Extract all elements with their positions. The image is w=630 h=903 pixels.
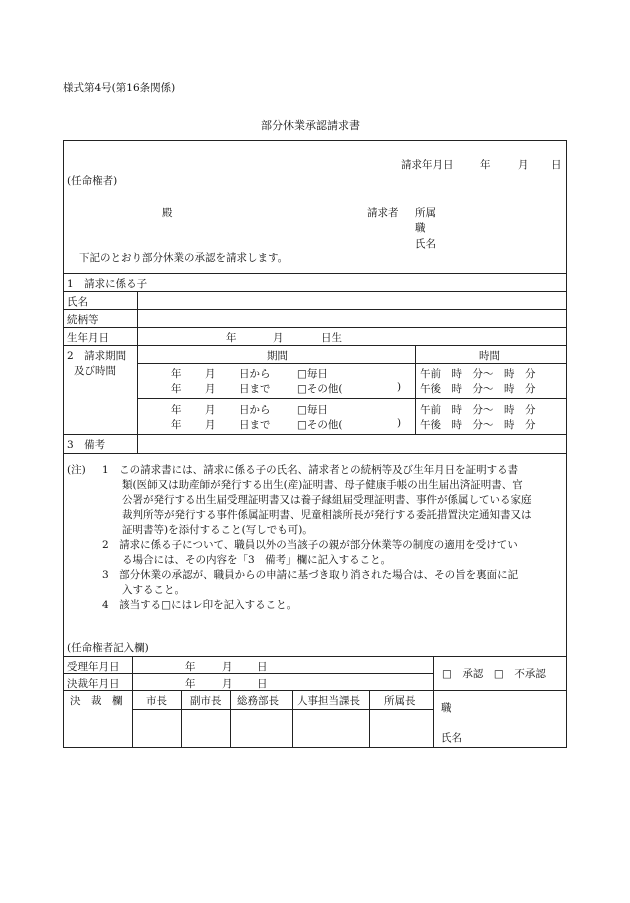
section1-heading: 1 請求に係る子 [67,278,148,290]
row2-to-month: 月 [205,419,216,431]
divider [132,709,433,710]
request-date-month: 月 [518,159,529,171]
row1-from-day: 日から [239,368,271,380]
approve-options[interactable]: □ 承認 □ 不承認 [442,668,546,680]
birth-day: 日生 [321,332,342,344]
divider [137,398,567,399]
row1-to-day: 日まで [239,383,271,395]
role-mayor: 市長 [146,695,167,707]
label-column-divider [137,291,138,454]
row1-pm-time: 午後 時 分～ 時 分 [420,383,536,395]
row2-to-year: 年 [171,419,182,431]
note-line: 裁判所等が発行する事件係属証明書、児童相談所長が発行する委託措置決定通知書又は [122,509,532,521]
note-line: る場合には、その内容を「3 備考」欄に記入すること。 [122,554,392,566]
birth-year: 年 [226,332,237,344]
note-line: 公署が発行する出生届受理証明書又は養子縁組届受理証明書、事件が係属している家庭 [122,494,532,506]
divider [63,453,567,454]
divider [63,309,567,310]
row2-pm-time: 午後 時 分～ 時 分 [420,419,536,431]
child-name-label: 氏名 [67,296,88,308]
divider [63,673,433,674]
decided-day: 日 [257,678,268,690]
note-line: 類(医師又は助産師が発行する出生(産)証明書、母子健康手帳の出生届出済証明書、官 [122,479,523,491]
divider [63,690,567,691]
birth-month: 月 [273,332,284,344]
row1-to-month: 月 [205,383,216,395]
role-dept-head: 所属長 [384,695,416,707]
kessai-label: 決 裁 欄 [70,695,123,707]
request-date-label: 請求年月日 [401,159,454,171]
divider [63,291,567,292]
period-header: 期間 [267,350,288,362]
note-line: 証明書等)を添付すること(写しでも可)。 [122,524,313,536]
notes-label: (注) [67,464,86,476]
section2-heading-2: 及び時間 [74,365,116,377]
row1-other-close: ) [397,381,402,393]
appointer-label: (任命権者) [67,175,118,187]
row2-other-close: ) [397,417,402,429]
received-day: 日 [257,661,268,673]
row1-from-year: 年 [171,368,182,380]
note-line: 1 この請求書には、請求に係る子の氏名、請求者との続柄等及び生年月日を証明する書 [102,464,519,476]
row2-daily-checkbox[interactable]: □毎日 [297,404,328,416]
role-divider [181,690,182,748]
role-divider [230,690,231,748]
section3-heading: 3 備考 [67,439,106,451]
time-column-divider [415,345,416,435]
role-divider [369,690,370,748]
note-line: 4 該当する□にはレ印を記入すること。 [102,599,298,611]
requester-name: 氏名 [415,238,436,250]
row1-other-checkbox[interactable]: □その他( [297,383,343,395]
row2-from-year: 年 [171,404,182,416]
row2-from-month: 月 [205,404,216,416]
appointer-label-divider [132,656,133,748]
approver-name: 氏名 [441,732,462,744]
page-title: 部分休業承認請求書 [261,119,360,132]
requester-affiliation: 所属 [415,207,436,219]
intro-text: 下記のとおり部分休業の承認を請求します。 [79,252,289,264]
received-label: 受理年月日 [67,661,120,673]
appointer-section-label: (任命権者記入欄) [67,642,149,654]
divider [137,363,567,364]
requester-label: 請求者 [367,207,399,219]
relationship-label: 続柄等 [67,314,99,326]
row2-to-day: 日まで [239,419,271,431]
received-month: 月 [222,661,233,673]
time-header: 時間 [479,350,500,362]
requester-position: 職 [415,222,426,234]
note-line: 2 請求に係る子について、職員以外の当該子の親が部分休業等の制度の適用を受けてい [102,539,518,551]
request-date-year: 年 [480,159,491,171]
row2-other-checkbox[interactable]: □その他( [297,419,343,431]
row2-am-time: 午前 時 分～ 時 分 [420,404,536,416]
row1-am-time: 午前 時 分～ 時 分 [420,368,536,380]
section2-heading: 2 請求期間 [67,350,127,362]
form-number: 様式第4号(第16条関係) [63,82,176,94]
received-year: 年 [185,661,196,673]
divider [63,656,567,657]
note-line: 入すること。 [122,584,185,596]
approval-column-divider [433,656,434,748]
birth-label: 生年月日 [67,332,109,344]
divider [63,434,567,435]
row2-from-day: 日から [239,404,271,416]
divider [63,345,567,346]
role-vice-mayor: 副市長 [190,695,222,707]
row1-daily-checkbox[interactable]: □毎日 [297,368,328,380]
role-divider [292,690,293,748]
divider [63,327,567,328]
decided-label: 決裁年月日 [67,678,120,690]
decided-month: 月 [222,678,233,690]
note-line: 3 部分休業の承認が、職員からの申請に基づき取り消された場合は、その旨を裏面に記 [102,569,519,581]
request-date-day: 日 [551,159,562,171]
row1-from-month: 月 [205,368,216,380]
divider [63,273,567,274]
approver-position: 職 [441,702,452,714]
role-hr-manager: 人事担当課長 [297,695,360,707]
dono: 殿 [162,207,173,219]
role-general-affairs: 総務部長 [237,695,279,707]
row1-to-year: 年 [171,383,182,395]
decided-year: 年 [185,678,196,690]
